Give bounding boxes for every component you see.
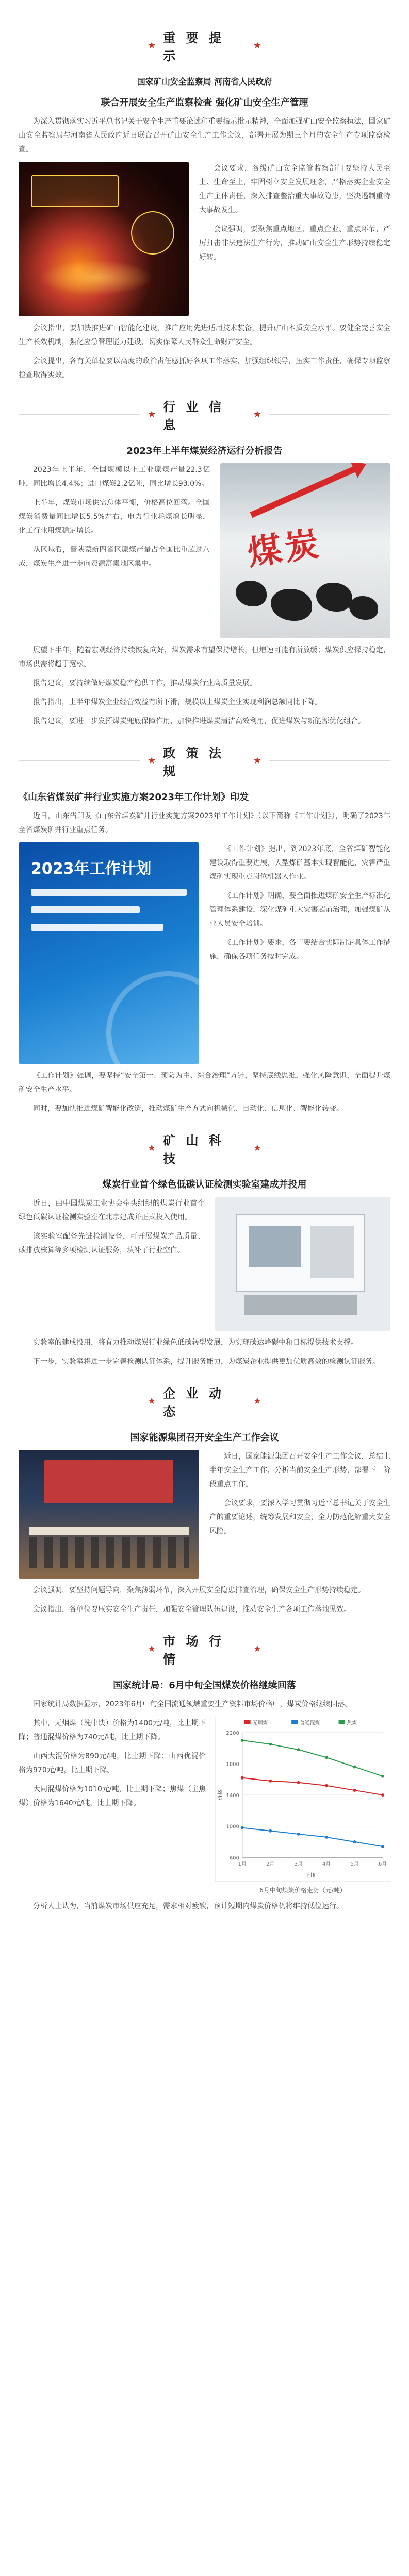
star-icon: ★ <box>148 755 156 766</box>
data-point <box>241 1776 244 1779</box>
section-notice <box>19 28 390 382</box>
data-point <box>297 1781 300 1784</box>
paragraph: 会议指出，要加快推进矿山智能化建设，推广应用先进适用技术装备，提升矿山本质安全水平。要健全完善安全生产长效机制，强化应急管理能力建设，切实保障人民群众生命财产安全。 <box>19 324 390 346</box>
data-point <box>325 1784 328 1787</box>
text-column <box>199 162 390 269</box>
y-tick-label: 1800 <box>226 1761 239 1767</box>
x-tick-label: 5月 <box>350 1861 359 1867</box>
paragraph: 其中，无烟煤（洗中块）价格为1400元/吨，比上期下降；普通混煤价格为740元/吨，比上期下降。 <box>19 1719 206 1741</box>
paragraph: 大同混煤价格为1010元/吨，比上期下降；焦煤（主焦煤）价格为1640元/吨，比上期下降。 <box>19 1785 206 1807</box>
legend-swatch <box>291 1720 298 1724</box>
coal-lump <box>316 583 352 612</box>
paragraph: 会议强调，要聚焦重点地区、重点企业、重点环节，严厉打击非法违法生产行为，推动矿山安全生产形势持续稳定好转。 <box>199 225 390 261</box>
plan-ring <box>106 971 199 1064</box>
divider <box>19 760 140 761</box>
paragraph: 国家统计局数据显示，2023年6月中旬全国流通领域重要生产资料市场价格中，煤炭价格继续回落。 <box>33 1700 352 1708</box>
data-point <box>353 1840 356 1843</box>
x-tick-label: 6月 <box>378 1861 387 1867</box>
figure-row <box>19 842 390 1064</box>
divider <box>269 414 390 415</box>
section-header <box>19 28 390 64</box>
article-title: 煤炭行业首个绿色低碳认证检测实验室建成并投用 <box>102 1179 307 1190</box>
paragraph: 《工作计划》强调，要坚持“安全第一、预防为主、综合治理”方针，坚持底线思维，强化风险意识，全面提升煤矿安全生产水平。 <box>19 1071 390 1094</box>
section-header <box>19 743 390 779</box>
data-point <box>269 1829 272 1832</box>
y-tick-label: 1000 <box>226 1824 239 1830</box>
data-point <box>241 1826 244 1829</box>
x-tick-label: 3月 <box>294 1861 303 1867</box>
section-title: 政 策 法 规 <box>163 745 224 778</box>
machine-panel <box>310 1226 354 1278</box>
data-point <box>381 1774 384 1777</box>
data-point <box>353 1789 356 1792</box>
paragraph: 报告建议，要持续做好煤炭稳产稳供工作，推动煤炭行业高质量发展。 <box>33 679 257 687</box>
meeting-table <box>29 1527 189 1535</box>
plan-bar <box>31 889 187 896</box>
star-icon: ★ <box>253 409 261 420</box>
paragraph: 从区域看，晋陕蒙新四省区原煤产量占全国比重超过八成，煤炭生产进一步向资源富集地区集中。 <box>19 545 210 568</box>
star-icon: ★ <box>253 1395 261 1406</box>
divider <box>19 414 140 415</box>
text-column <box>19 1197 205 1263</box>
x-tick-label: 2月 <box>266 1861 275 1867</box>
y-tick-label: 1400 <box>226 1792 239 1799</box>
coal-lump <box>271 589 312 621</box>
paragraph: 会议提出，各有关单位要以高度的政治责任感抓好各项工作落实，加强组织领导，压实工作责任，确保专项监察检查取得实效。 <box>19 357 390 379</box>
paragraph: 展望下半年，随着宏观经济持续恢复向好，煤炭需求有望保持增长，但增速可能有所放缓；煤炭供应保持稳定，市场供需将趋于宽松。 <box>19 646 390 668</box>
series-line <box>242 1777 383 1794</box>
paragraph: 为深入贯彻落实习近平总书记关于安全生产重要论述和重要指示批示精神，全面加强矿山安全监察执法，国家矿山安全监察局与河南省人民政府近日联合召开矿山安全生产工作会议，部署开展为期三个月的安全生产专项监察检查。 <box>19 117 390 154</box>
section-title: 重 要 提 示 <box>163 31 224 63</box>
machine-base <box>244 1295 357 1315</box>
star-icon: ★ <box>253 1643 261 1654</box>
paragraph: 2023年上半年，全国规模以上工业原煤产量22.3亿吨，同比增长4.4%；进口煤炭2.2亿吨，同比增长93.0%。 <box>19 465 210 488</box>
x-tick-label: 4月 <box>322 1861 331 1867</box>
price-chart <box>215 1717 390 1882</box>
legend-label: 无烟煤 <box>252 1720 268 1726</box>
section-header <box>19 397 390 433</box>
data-point <box>269 1779 272 1782</box>
article-title: 2023年上半年煤炭经济运行分析报告 <box>126 445 283 456</box>
section-market <box>19 1631 390 1913</box>
star-icon: ★ <box>148 1643 156 1654</box>
lab-equipment-image <box>215 1197 390 1331</box>
chart-title: 6月中旬煤炭价格走势（元/吨） <box>259 1886 346 1894</box>
paragraph: 会议强调，要坚持问题导向，聚焦薄弱环节，深入开展安全隐患排查治理，确保安全生产形势持续稳定。 <box>33 1586 365 1595</box>
y-tick-label: 2200 <box>226 1730 239 1736</box>
plan-image <box>19 842 199 1064</box>
section-title: 矿 山 科 技 <box>163 1133 224 1166</box>
legend-swatch <box>244 1720 251 1724</box>
figure-row <box>19 1450 390 1579</box>
star-icon: ★ <box>148 409 156 420</box>
section-title: 企 业 动 态 <box>163 1386 224 1419</box>
text-column <box>209 1450 390 1544</box>
data-point <box>269 1742 272 1745</box>
paragraph: 该实验室配备先进检测设备，可开展煤炭产品质量、碳排放核算等多项检测认证服务，填补了行业空白。 <box>19 1232 205 1255</box>
star-icon: ★ <box>148 40 156 51</box>
paragraph: 山西大混价格为890元/吨，比上期下降；山西优混价格为970元/吨，比上期下降。 <box>19 1752 206 1774</box>
star-icon: ★ <box>253 1142 261 1154</box>
data-point <box>381 1845 384 1848</box>
figure-row <box>19 1197 390 1331</box>
figure-row <box>19 162 390 316</box>
monitoring-image <box>19 162 189 316</box>
coal-lump <box>349 596 378 620</box>
coal-lump <box>236 581 267 606</box>
paragraph: 《工作计划》提出，到2023年底，全省煤矿智能化建设取得重要进展，大型煤矿基本实现智能化，灾害严重煤矿实现重点岗位机器人作业。 <box>209 844 390 881</box>
data-point <box>353 1765 356 1768</box>
star-icon: ★ <box>253 40 261 51</box>
meeting-image <box>19 1450 199 1579</box>
article-source: 国家矿山安全监察局 河南省人民政府 <box>137 77 272 87</box>
paragraph: 《工作计划》要求，各市要结合实际制定具体工作措施，确保各项任务按时完成。 <box>209 938 390 961</box>
section-header <box>19 1130 390 1166</box>
series-line <box>242 1827 383 1846</box>
data-point <box>325 1835 328 1838</box>
paragraph: 《工作计划》明确，要全面推进煤矿安全生产标准化管理体系建设，深化煤矿重大灾害超前治理，加强煤矿从业人员安全培训。 <box>209 891 390 928</box>
article-title: 国家统计局：6月中旬全国煤炭价格继续回落 <box>113 1680 296 1691</box>
data-point <box>297 1832 300 1835</box>
coal-image <box>220 463 390 638</box>
plan-bar <box>31 924 163 931</box>
meeting-seats <box>29 1537 189 1568</box>
chart-row <box>19 1717 390 1894</box>
paragraph: 近日，国家能源集团召开安全生产工作会议，总结上半年安全生产工作，分析当前安全生产形势，部署下一阶段重点工作。 <box>209 1452 390 1488</box>
meeting-screen <box>44 1460 173 1503</box>
fire-glow <box>39 260 153 296</box>
x-axis-label: 时间 <box>307 1872 318 1878</box>
legend-swatch <box>339 1720 345 1724</box>
y-axis-label: 价格 <box>217 1789 223 1800</box>
y-tick-label: 600 <box>229 1855 239 1861</box>
article-title: 联合开展安全生产监察检查 强化矿山安全生产管理 <box>101 97 308 108</box>
star-icon: ★ <box>253 755 261 766</box>
paragraph: 上半年，煤炭市场供需总体平衡，价格高位回落。全国煤炭消费量同比增长5.5%左右，电力行业耗煤增长明显，化工行业用煤稳定增长。 <box>19 498 210 535</box>
divider <box>269 760 390 761</box>
coal-word: 煤炭 <box>245 523 324 573</box>
paragraph: 会议指出，各单位要压实安全生产责任，加强安全管理队伍建设，推动安全生产各项工作落地见效。 <box>33 1605 351 1614</box>
paragraph: 会议要求，要深入学习贯彻习近平总书记关于安全生产的重要论述，统筹发展和安全，全力防范化解重大安全风险。 <box>209 1499 390 1535</box>
paragraph: 同时，要加快推进煤矿智能化改造，推动煤矿生产方式向机械化、自动化、信息化、智能化转变。 <box>33 1104 343 1113</box>
x-tick-label: 1月 <box>238 1861 247 1867</box>
overlay-ring <box>131 211 174 255</box>
paragraph: 分析人士认为，当前煤炭市场供应充足，需求相对疲软，预计短期内煤炭价格仍将维持低位运行。 <box>33 1902 343 1910</box>
paragraph: 报告建议，要进一步发挥煤炭兜底保障作用，加快推进煤炭清洁高效利用，促进煤炭与新能源优化组合。 <box>33 717 365 725</box>
star-icon: ★ <box>148 1142 156 1154</box>
section-header <box>19 1631 390 1667</box>
article-title: 国家能源集团召开安全生产工作会议 <box>130 1432 279 1443</box>
data-point <box>325 1756 328 1759</box>
article-title: 《山东省煤炭矿井行业实施方案2023年工作计划》印发 <box>19 791 249 803</box>
section-tech <box>19 1130 390 1369</box>
trend-arrow <box>250 464 361 518</box>
section-header <box>19 1383 390 1419</box>
section-industry <box>19 397 390 728</box>
section-title: 行 业 信 息 <box>163 399 224 432</box>
paragraph: 近日，由中国煤炭工业协会牵头组织的煤炭行业首个绿色低碳认证检测实验室在北京建成并正式投入使用。 <box>19 1199 205 1222</box>
paragraph: 实验室的建成投用，将有力推动煤炭行业绿色低碳转型发展，为实现碳达峰碳中和目标提供技术支撑。 <box>33 1338 358 1347</box>
figure-row <box>19 463 390 638</box>
legend-label: 焦煤 <box>347 1720 357 1726</box>
overlay-box <box>31 175 119 207</box>
plan-year: 2023年工作计划 <box>31 859 152 878</box>
section-policy <box>19 743 390 1116</box>
data-point <box>297 1748 300 1751</box>
section-title: 市 场 行 情 <box>163 1634 224 1667</box>
machine-window <box>249 1226 301 1267</box>
text-column <box>19 1717 206 1816</box>
star-icon: ★ <box>148 1395 156 1406</box>
plan-bar <box>31 906 140 913</box>
text-column <box>19 463 210 576</box>
chart-container <box>215 1717 390 1894</box>
paragraph: 近日，山东省印发《山东省煤炭矿井行业实施方案2023年工作计划》（以下简称《工作计划》），明确了2023年全省煤炭矿井行业重点任务。 <box>19 811 390 834</box>
series-line <box>242 1740 383 1776</box>
paragraph: 报告指出，上半年煤炭企业经营效益有所下滑，规模以上煤炭企业实现利润总额同比下降。 <box>33 698 322 706</box>
text-column <box>209 842 390 969</box>
legend-label: 普通混煤 <box>300 1720 320 1726</box>
paragraph: 会议要求，各级矿山安全监管监察部门要坚持人民至上、生命至上，牢固树立安全发展理念，严格落实企业安全生产主体责任，深入排查整治重大事故隐患，坚决遏制重特大事故发生。 <box>199 164 390 214</box>
paragraph: 下一步，实验室将进一步完善检测认证体系，提升服务能力，为煤炭企业提供更加优质高效的检测认证服务。 <box>33 1357 380 1366</box>
section-enterprise <box>19 1383 390 1617</box>
data-point <box>241 1739 244 1742</box>
data-point <box>381 1793 384 1797</box>
